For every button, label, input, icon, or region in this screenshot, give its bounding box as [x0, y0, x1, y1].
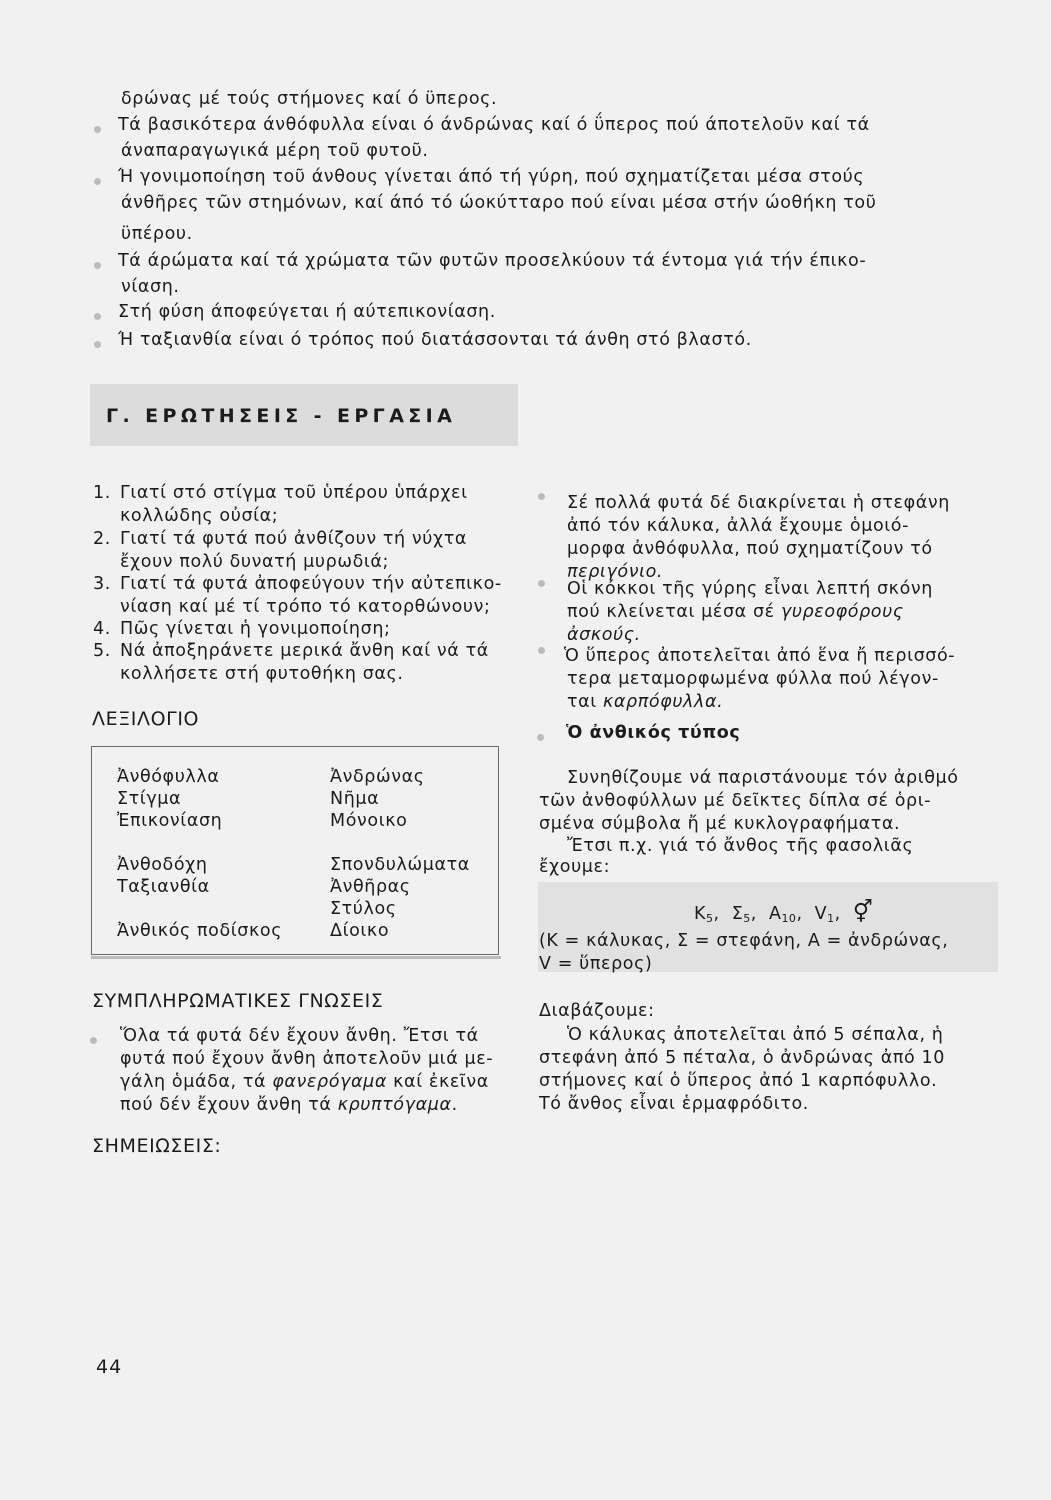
question-number: 1.	[93, 483, 111, 503]
section-title: Γ. ΕΡΩΤΗΣΕΙΣ - ΕΡΓΑΣΙΑ	[106, 405, 457, 427]
lexicon-title: ΛΕΞΙΛΟΓΙΟ	[92, 708, 200, 730]
formula-symbol: A	[768, 904, 782, 924]
bullet-dot	[94, 313, 101, 320]
question-number: 5.	[93, 641, 111, 661]
subheading: Ὁ ἀνθικός τύπος	[566, 723, 741, 743]
text-fragment: γάλη ὁμάδα, τά	[120, 1072, 273, 1092]
text-line: Στή φύση άποφεύγεται ή αύτεπικονίαση.	[118, 302, 496, 322]
italic-term: ἀσκούς.	[567, 625, 641, 645]
question-number: 3.	[93, 574, 111, 594]
text-line: σμένα σύμβολα ἤ μέ κυκλογραφήματα.	[539, 814, 901, 834]
lexicon-box-shadow	[91, 956, 501, 959]
question-text: Γιατί τά φυτά ἀποφεύγουν τήν αὐτεπικο-	[120, 574, 502, 594]
text-line: Ὅλα τά φυτά δέν ἔχουν ἄνθη. Ἔτσι τά	[120, 1026, 479, 1046]
formula-subscript: 5	[705, 912, 714, 925]
text-line: στήμονες καί ὁ ὕπερος ἀπό 1 καρπόφυλλο.	[539, 1071, 938, 1091]
text-line	[567, 601, 904, 624]
text-line: Ἔτσι π.χ. γιά τό ἄνθος τῆς φασολιᾶς	[567, 836, 914, 856]
text-line: Ή ταξιανθία είναι ό τρόπος πού διατάσσονται τά άνθη στό βλαστό.	[118, 330, 752, 350]
text-fragment: ται	[567, 692, 603, 712]
text-line: άνθῆρες τῶν στημόνων, καί άπό τό ώοκύτταρο πού είναι μέσα στήν ώοθήκη τοῦ	[121, 193, 877, 213]
text-line: τερα μεταμορφωμένα φύλλα πού λέγον-	[567, 669, 939, 689]
bullet-dot	[94, 126, 101, 133]
bullet-dot	[538, 647, 545, 654]
text-line: άναπαραγωγικά μέρη τοῦ φυτοῦ.	[121, 141, 429, 161]
text-line: Ὁ ὕπερος ἀποτελεῖται ἀπό ἕνα ἤ περισσό-	[564, 646, 956, 666]
formula-subscript: 10	[781, 912, 797, 925]
flower-formula: $K_5$, $\Sigma_5$, $A_{10}$, $V_1$, ⚥	[694, 900, 874, 925]
bullet-dot	[90, 1037, 97, 1044]
text-line	[120, 1094, 458, 1117]
formula-subscript: 5	[743, 912, 751, 925]
text-line	[567, 624, 641, 647]
lexicon-term: Ἐπικονίαση	[117, 811, 223, 831]
text-line: στεφάνη ἀπό 5 πέταλα, ὁ ἀνδρώνας ἀπό 10	[539, 1048, 945, 1068]
text-line: V = ὕπερος)	[539, 954, 653, 974]
text-line: Τά βασικότερα άνθόφυλλα είναι ό άνδρώνας καί ό ΰπερος πού άποτελοῦν καί τά	[118, 115, 870, 135]
formula-symbol: V	[814, 904, 828, 924]
notes-title: ΣΗΜΕΙΩΣΕΙΣ:	[92, 1135, 222, 1157]
italic-term: καρπόφυλλα.	[602, 692, 724, 712]
text-line: Τό ἄνθος εἶναι ἑρμαφρόδιτο.	[539, 1094, 809, 1114]
text-line	[120, 1071, 489, 1094]
text-line: τῶν ἀνθοφύλλων μέ δεῖκτες δίπλα σέ ὁρι-	[539, 791, 932, 811]
italic-term: περιγόνιο.	[567, 562, 664, 582]
text-line: νίαση.	[121, 277, 180, 297]
bullet-dot	[537, 734, 544, 741]
formula-symbol: Σ	[731, 904, 744, 924]
text-line: μορφα ἀνθόφυλλα, πού σχηματίζουν τό	[567, 539, 933, 559]
lexicon-term: Στύλος	[330, 899, 397, 919]
question-text: Γιατί στό στίγμα τοῦ ὑπέρου ὑπάρχει	[120, 483, 468, 503]
question-number: 4.	[93, 619, 111, 639]
text-line: ἀπό τόν κάλυκα, ἀλλά ἔχουμε ὁμοιό-	[567, 516, 910, 536]
lexicon-term: Ἀνδρώνας	[330, 767, 425, 787]
question-text: ἔχουν πολύ δυνατή μυρωδιά;	[120, 552, 390, 572]
question-text: κολλώδης οὐσία;	[120, 506, 279, 526]
text-fragment: πού δέν ἔχουν ἄνθη τά	[120, 1095, 338, 1115]
text-fragment: πού κλείνεται μέσα σέ	[567, 602, 781, 622]
text-line: φυτά πού ἔχουν ἄνθη ἀποτελοῦν μιά με-	[120, 1049, 494, 1069]
text-line: ἔχουμε:	[539, 857, 611, 877]
text-line: δρώνας μέ τούς στήμονες καί ό ϋπερος.	[121, 89, 498, 109]
lexicon-term: Σπονδυλώματα	[330, 855, 470, 875]
italic-term: κρυπτόγαμα	[337, 1095, 452, 1115]
bullet-dot	[94, 178, 101, 185]
formula-symbol: K	[694, 904, 706, 924]
question-text: νίαση καί μέ τί τρόπο τό κατορθώνουν;	[120, 597, 491, 617]
lexicon-term: Στίγμα	[117, 789, 182, 809]
text-line: Οἱ κόκκοι τῆς γύρης εἶναι λεπτή σκόνη	[567, 579, 933, 599]
bullet-dot	[538, 580, 545, 587]
formula-subscript: 1	[827, 912, 835, 925]
page-number: 44	[96, 1356, 123, 1378]
bullet-dot	[94, 262, 101, 269]
text-line: Τά άρώματα καί τά χρώματα τῶν φυτῶν προσελκύουν τά έντομα γιά τήν έπικο-	[118, 251, 867, 271]
text-line: (K = κάλυκας, Σ = στεφάνη, A = ἀνδρώνας,	[539, 931, 949, 951]
text-line: Σέ πολλά φυτά δέ διακρίνεται ἡ στεφάνη	[567, 493, 950, 513]
bullet-dot	[538, 493, 545, 500]
lexicon-term: Ἀνθόφυλλα	[117, 767, 220, 787]
text-line: Ὁ κάλυκας ἀποτελεῖται ἀπό 5 σέπαλα, ἡ	[567, 1025, 944, 1045]
lexicon-term: Ἀνθικός ποδίσκος	[117, 921, 283, 941]
lexicon-term: Ἀνθοδόχη	[117, 855, 208, 875]
question-number: 2.	[93, 529, 111, 549]
lexicon-term: Μόνοικο	[330, 811, 408, 831]
text-line: Συνηθίζουμε νά παριστάνουμε τόν ἀριθμό	[567, 768, 959, 788]
lexicon-term: Νῆμα	[330, 789, 380, 809]
text-line: ϋπέρου.	[121, 224, 193, 244]
question-text: Νά ἀποξηράνετε μερικά ἄνθη καί νά τά	[120, 641, 489, 661]
lexicon-term: Δίοικο	[330, 921, 390, 941]
text-line: Ή γονιμοποίηση τοῦ άνθους γίνεται άπό τή γύρη, πού σχηματίζεται μέσα στούς	[118, 167, 865, 187]
italic-term: φανερόγαμα	[272, 1072, 387, 1092]
question-text: Γιατί τά φυτά πού ἀνθίζουν τή νύχτα	[120, 529, 467, 549]
text-line: Διαβάζουμε:	[539, 1001, 655, 1021]
supplementary-title: ΣΥΜΠΛΗΡΩΜΑΤΙΚΕΣ ΓΝΩΣΕΙΣ	[92, 990, 384, 1012]
lexicon-term: Ταξιανθία	[117, 877, 210, 897]
lexicon-term: Ἀνθῆρας	[330, 877, 411, 897]
italic-term: γυρεοφόρους	[780, 602, 904, 622]
bullet-dot	[94, 341, 101, 348]
text-fragment: καί ἐκεῖνα	[386, 1072, 489, 1092]
text-line	[567, 691, 723, 714]
text-fragment: .	[451, 1095, 458, 1115]
question-text: Πῶς γίνεται ἡ γονιμοποίηση;	[120, 619, 391, 639]
question-text: κολλήσετε στή φυτοθήκη σας.	[120, 664, 404, 684]
hermaphrodite-icon: ⚥	[852, 900, 874, 925]
